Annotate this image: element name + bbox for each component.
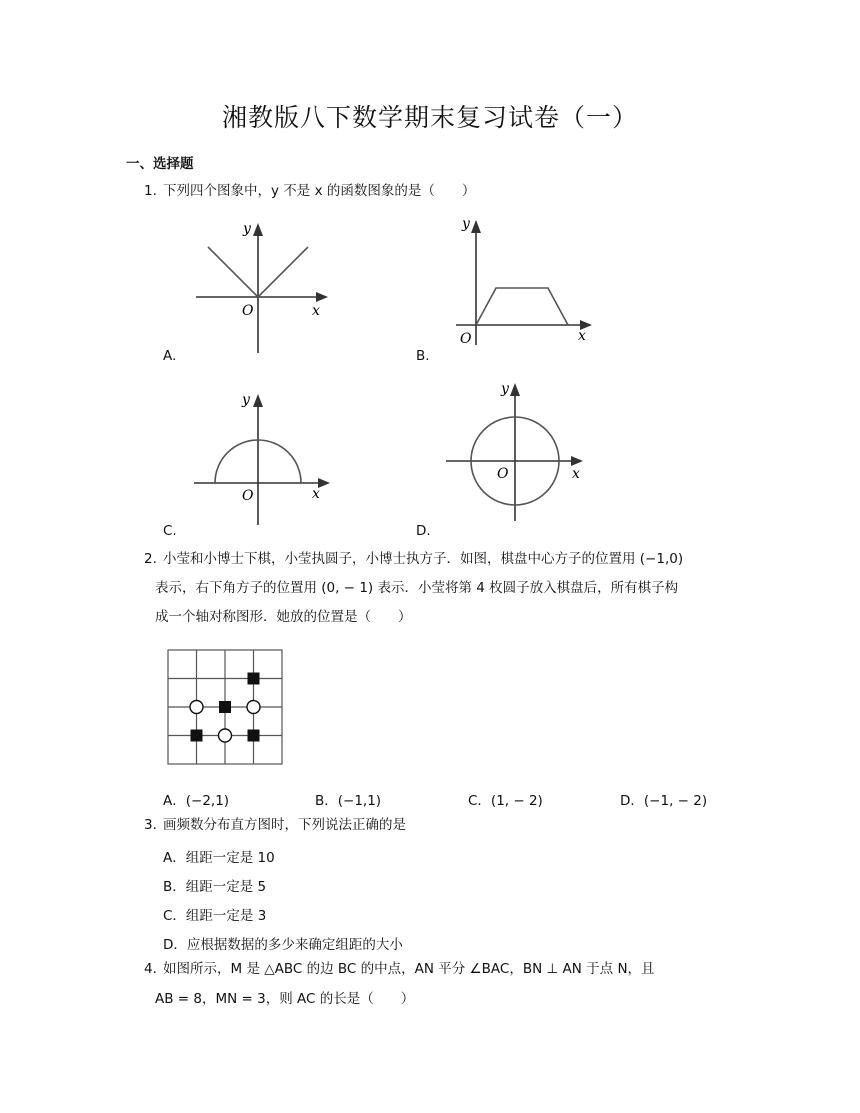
y-label-a: y [243, 221, 251, 237]
q3-option-b: B．组距一定是 5 [163, 879, 267, 895]
graph-a [190, 215, 335, 360]
q1-option-a: A. [163, 348, 177, 364]
circle-piece [219, 729, 232, 742]
x-label-b: x [578, 328, 586, 344]
square-piece [248, 730, 260, 742]
origin-label-d: O [497, 466, 509, 482]
graph-d [440, 375, 590, 525]
question-2-line-2: 表示，右下角方子的位置用 (0, − 1) 表示．小莹将第 4 枚圆子放入棋盘后，所有棋子构 [155, 580, 679, 596]
question-2-number: 2. [144, 551, 157, 567]
q2-option-d: D．(−1, − 2) [620, 793, 708, 809]
y-label-d: y [501, 381, 509, 397]
question-2-line-1: 小莹和小博士下棋，小莹执圆子，小博士执方子．如图，棋盘中心方子的位置用 (−1,0) [163, 551, 684, 567]
circle-piece [247, 701, 260, 714]
q1-option-c: C. [163, 523, 177, 539]
question-3-number: 3. [144, 817, 157, 833]
question-3-text: 画频数分布直方图时，下列说法正确的是 [163, 817, 406, 833]
graph-b [450, 210, 595, 350]
section-heading: 一、选择题 [126, 156, 194, 172]
question-4-line-1: 如图所示，M 是 △ABC 的边 BC 的中点，AN 平分 ∠BAC，BN ⊥ AN 于点 N，且 [163, 961, 655, 977]
q1-option-b: B. [416, 348, 430, 364]
origin-label-c: O [242, 488, 254, 504]
q3-option-c: C．组距一定是 3 [163, 908, 267, 924]
chess-board [165, 647, 285, 767]
question-2-line-3: 成一个轴对称图形．她放的位置是（ ） [155, 609, 412, 625]
question-1-text: 下列四个图象中，y 不是 x 的函数图象的是（ ） [163, 183, 476, 199]
question-4-number: 4. [144, 961, 157, 977]
x-label-a: x [312, 303, 320, 319]
y-label-c: y [242, 392, 250, 408]
q1-option-d: D. [416, 523, 431, 539]
q2-option-b: B．(−1,1) [315, 793, 382, 809]
graph-c [190, 388, 335, 528]
square-piece [219, 701, 231, 713]
question-4-line-2: AB = 8，MN = 3，则 AC 的长是（ ） [155, 991, 415, 1007]
q2-option-c: C．(1, − 2) [468, 793, 543, 809]
q2-option-a: A．(−2,1) [163, 793, 230, 809]
circle-piece [190, 701, 203, 714]
square-piece [191, 730, 203, 742]
page-title: 湘教版八下数学期末复习试卷（一） [221, 103, 638, 132]
question-1-number: 1. [144, 183, 157, 199]
y-label-b: y [462, 216, 470, 232]
x-label-d: x [572, 466, 580, 482]
origin-label-a: O [242, 303, 254, 319]
q3-option-d: D．应根据数据的多少来确定组距的大小 [163, 937, 403, 953]
square-piece [248, 673, 260, 685]
x-label-c: x [312, 486, 320, 502]
origin-label-b: O [460, 331, 472, 347]
q3-option-a: A．组距一定是 10 [163, 850, 275, 866]
